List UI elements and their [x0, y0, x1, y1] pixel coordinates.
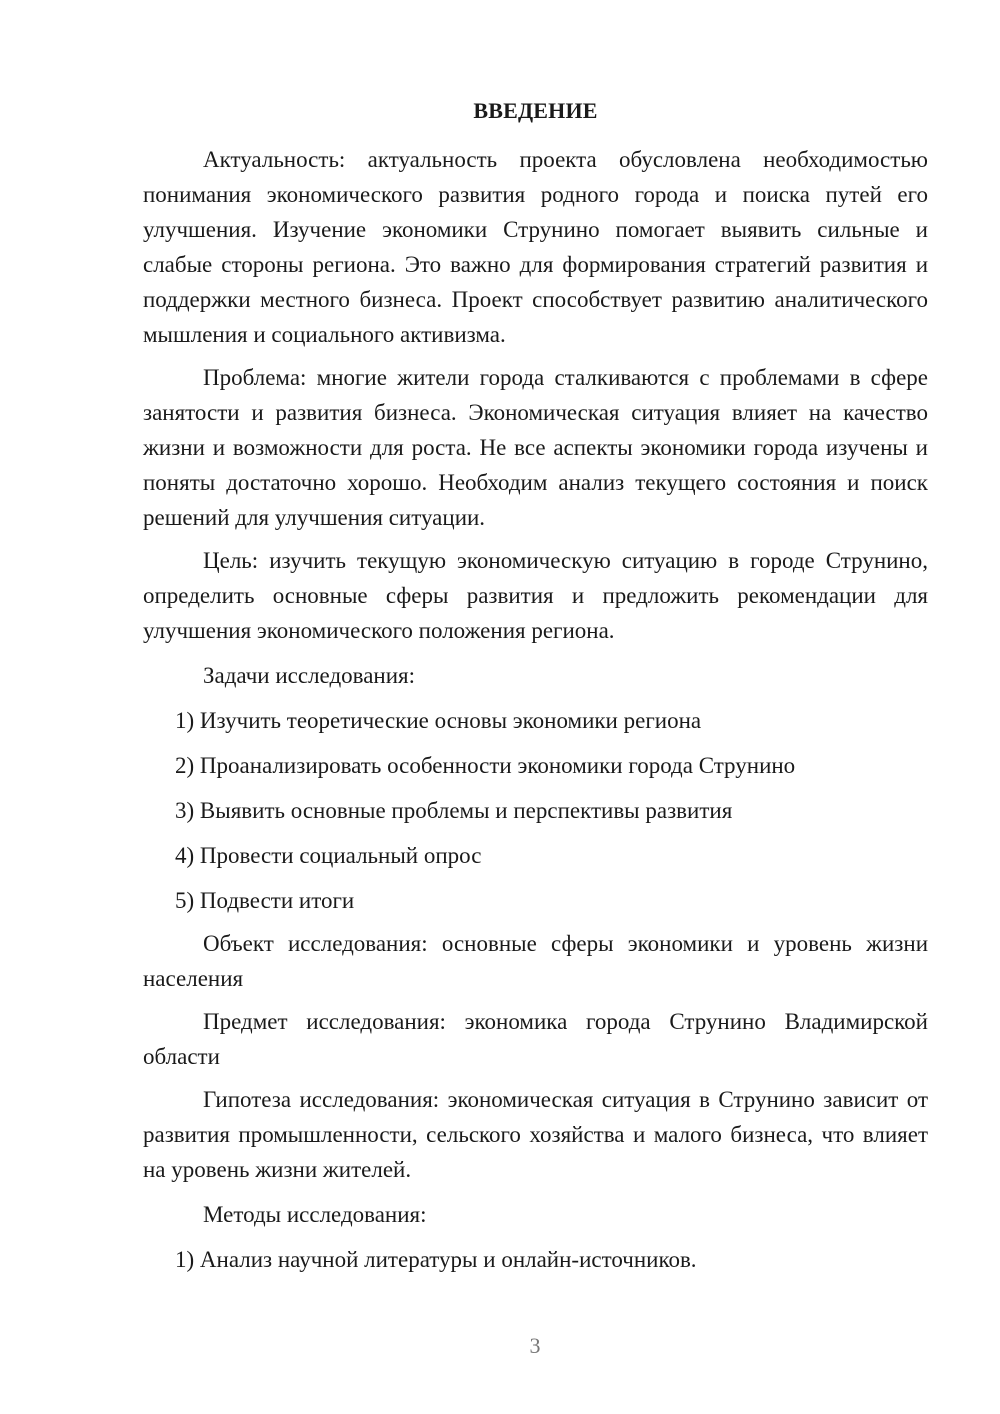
paragraph-goal: Цель: изучить текущую экономическую ситуацию в городе Струнино, определить основные сферы развития и предложить рекомендации для улучшения экономического положения региона. — [143, 548, 928, 643]
list-item: 3) Выявить основные проблемы и перспективы развития — [175, 798, 733, 823]
paragraph-subject: Предмет исследования: экономика города Струнино Владимирской области — [143, 1009, 928, 1069]
list-item: 1) Анализ научной литературы и онлайн-источников. — [175, 1247, 697, 1272]
section-heading: ВВЕДЕНИЕ — [473, 98, 598, 123]
list-item: 4) Провести социальный опрос — [175, 843, 482, 868]
list-item: 2) Проанализировать особенности экономики города Струнино — [175, 753, 796, 778]
tasks-label: Задачи исследования: — [203, 663, 416, 688]
list-item: 5) Подвести итоги — [175, 888, 355, 913]
paragraph-problem: Проблема: многие жители города сталкиваются с проблемами в сфере занятости и развития бизнеса. Экономическая ситуация влияет на качество жизни и возможности для роста. Не все аспекты экономики города изучены и поняты достаточно хорошо. Необходим анализ текущего состояния и поиск решений для улучшения ситуации. — [143, 365, 928, 530]
paragraph-relevance: Актуальность: актуальность проекта обусловлена необходимостью понимания экономического развития родного города и поиска путей его улучшения. Изучение экономики Струнино помогает выявить сильные и слабые стороны региона. Это важно для формирования стратегий развития и поддержки местного бизнеса. Проект способствует развитию аналитического мышления и социального активизма. — [143, 147, 928, 347]
tasks-list — [143, 703, 928, 918]
paragraph-object: Объект исследования: основные сферы экономики и уровень жизни населения — [143, 931, 928, 991]
page-number: 3 — [529, 1333, 541, 1358]
methods-list — [143, 1242, 928, 1277]
paragraph-hypothesis: Гипотеза исследования: экономическая ситуация в Струнино зависит от развития промышленности, сельского хозяйства и малого бизнеса, что влияет на уровень жизни жителей. — [143, 1087, 928, 1182]
methods-label: Методы исследования: — [203, 1202, 427, 1227]
list-item: 1) Изучить теоретические основы экономики региона — [175, 708, 702, 733]
page-content — [143, 93, 928, 1277]
